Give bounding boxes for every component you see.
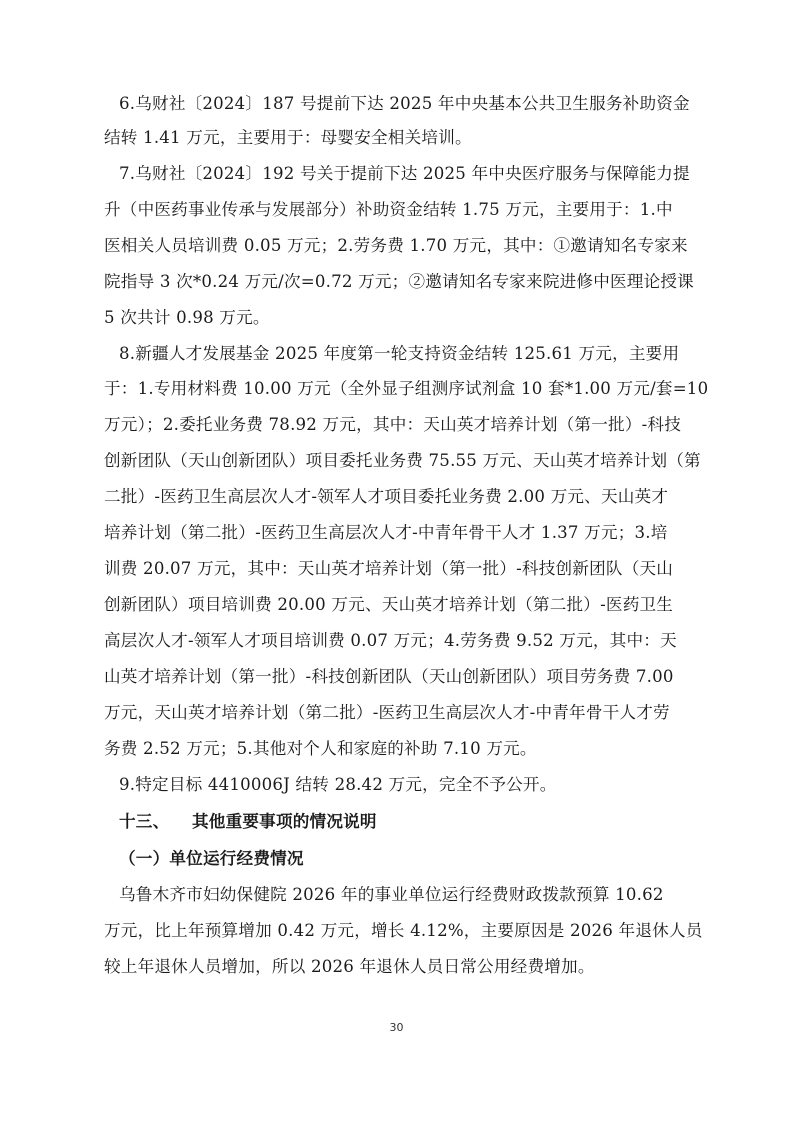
paragraph-line: 6.乌财社〔2024〕187 号提前下达 2025 年中央基本公共卫生服务补助资金 (119, 94, 690, 113)
section-title: 其他重要事项的情况说明 (192, 812, 377, 831)
paragraph-line: 院指导 3 次*0.24 万元/次=0.72 万元；②邀请知名专家来院进修中医理论授课 (104, 272, 694, 291)
paragraph-line: 5 次共计 0.98 万元。 (104, 308, 270, 327)
paragraph-line: 训费 20.07 万元，其中：天山英才培养计划（第一批）-科技创新团队（天山 (104, 559, 674, 578)
paragraph-line: 9.特定目标 4410006J 结转 28.42 万元，完全不予公开。 (119, 775, 557, 794)
paragraph-line: 升（中医药事业传承与发展部分）补助资金结转 1.75 万元，主要用于：1.中 (104, 200, 673, 219)
paragraph-line: 万元）；2.委托业务费 78.92 万元，其中：天山英才培养计划（第一批）-科技 (104, 415, 682, 434)
paragraph-line: 医相关人员培训费 0.05 万元；2.劳务费 1.70 万元，其中：①邀请知名专家来 (104, 236, 688, 255)
subsection-heading: （一）单位运行经费情况 (119, 849, 304, 868)
page-number: 30 (389, 1021, 404, 1034)
section-heading (119, 805, 739, 839)
paragraph-line: 高层次人才-领军人才项目培训费 0.07 万元；4.劳务费 9.52 万元，其中：天 (104, 631, 677, 650)
paragraph-line: 万元，比上年预算增加 0.42 万元，增长 4.12%，主要原因是 2026 年退休人员 (104, 921, 703, 940)
paragraph-line: 结转 1.41 万元，主要用于：母婴安全相关培训。 (104, 128, 472, 147)
paragraph-line: 乌鲁木齐市妇幼保健院 2026 年的事业单位运行经费财政拨款预算 10.62 (119, 885, 664, 904)
paragraph-line: 8.新疆人才发展基金 2025 年度第一轮支持资金结转 125.61 万元，主要用 (119, 344, 680, 363)
paragraph-line: 7.乌财社〔2024〕192 号关于提前下达 2025 年中央医疗服务与保障能力提 (119, 164, 690, 183)
paragraph-line: 创新团队）项目培训费 20.00 万元、天山英才培养计划（第二批）-医药卫生 (104, 595, 674, 614)
section-number: 十三、 (119, 812, 170, 831)
paragraph-line: 二批）-医药卫生高层次人才-领军人才项目委托业务费 2.00 万元、天山英才 (104, 487, 669, 506)
paragraph-line: 创新团队（天山创新团队）项目委托业务费 75.55 万元、天山英才培养计划（第 (104, 451, 701, 470)
paragraph-line: 培养计划（第二批）-医药卫生高层次人才-中青年骨干人才 1.37 万元；3.培 (104, 523, 668, 542)
paragraph-line: 务费 2.52 万元；5.其他对个人和家庭的补助 7.10 万元。 (104, 739, 537, 758)
paragraph-line: 万元，天山英才培养计划（第二批）-医药卫生高层次人才-中青年骨干人才劳 (104, 703, 670, 722)
paragraph-line: 较上年退休人员增加，所以 2026 年退休人员日常公用经费增加。 (104, 957, 595, 976)
paragraph-line: 山英才培养计划（第一批）-科技创新团队（天山创新团队）项目劳务费 7.00 (104, 667, 674, 686)
paragraph-line: 于：1.专用材料费 10.00 万元（全外显子组测序试剂盒 10 套*1.00 万元/套=10 (104, 379, 709, 398)
